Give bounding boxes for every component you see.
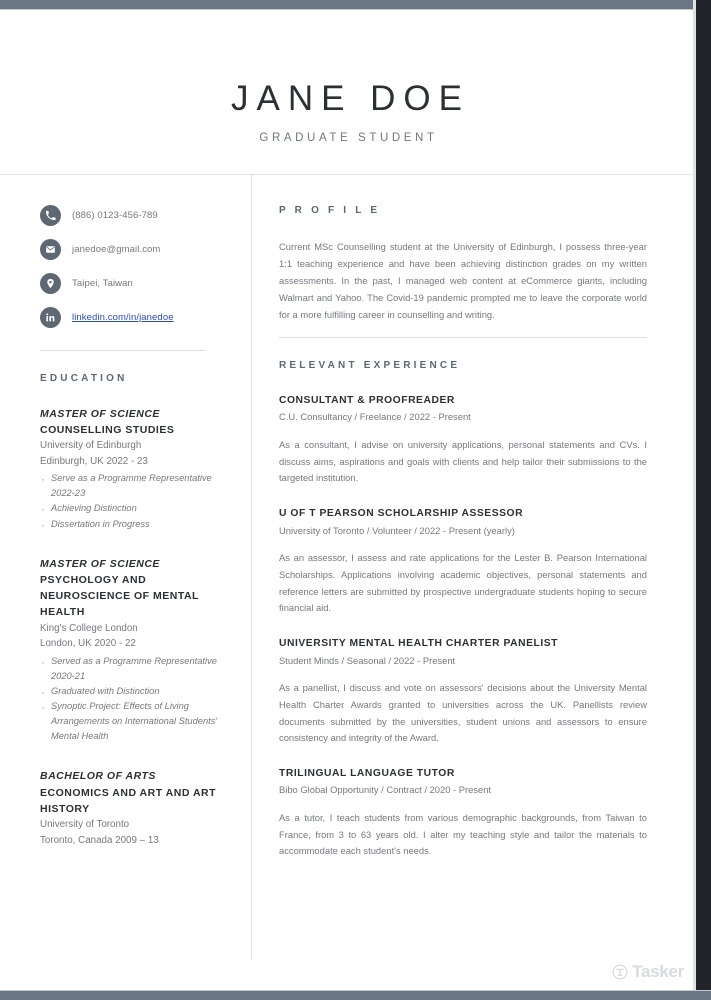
watermark-text: Tasker [632, 962, 684, 981]
resume-header [0, 10, 693, 175]
window-top-bar [0, 0, 711, 10]
tasker-logo-icon [611, 963, 629, 981]
sidebar-divider [40, 350, 205, 351]
list-item: · Graduated with Distinction [40, 684, 223, 699]
experience-description: As a consultant, I advise on university applications, personal statements and CVs. I discuss aims, aspirations and goals with clients and help tailor their submissions to the targeted institution. [279, 439, 647, 484]
list-item: · Serve as a Programme Representative 2022-23 [40, 471, 223, 501]
contact-item-linkedin[interactable] [40, 307, 223, 328]
education-list [40, 406, 223, 849]
linkedin-icon [40, 307, 61, 328]
contact-item-email[interactable] [40, 239, 223, 260]
contact-item-location[interactable] [40, 273, 223, 294]
education-bullets [40, 654, 223, 744]
profile-heading: P R O F I L E [279, 204, 381, 216]
education-place: London, UK 2020 - 22 [40, 638, 136, 650]
experience-list [279, 393, 647, 860]
experience-meta: Bibo Global Opportunity / Contract / 2020 - Present [279, 784, 492, 796]
envelope-icon [40, 239, 61, 260]
education-school: University of Toronto [40, 819, 130, 831]
list-item: · Synoptic Project: Effects of Living Arrangements on International Students' Mental Health [40, 699, 223, 744]
window-bottom-bar [0, 990, 711, 1000]
education-field: COUNSELLING STUDIES [40, 423, 175, 436]
list-item: · Served as a Programme Representative 2020-21 [40, 654, 223, 684]
experience-description: As an assessor, I assess and rate applications for the Lester B. Pearson International Scholarships. Applications involving academic objectives, personal statements and reference letters are submitted by prospective undergraduate students hoping to secure financial aid. [279, 552, 647, 614]
profile-text: Current MSc Counselling student at the University of Edinburgh, I possess three-year 1:1 teaching experience and have been achieving distinction grades on my written assessments. In the past, I managed web content at eCommerce giants, including Walmart and Yahoo. The Covid-19 pandemic prompted me to leave the corporate world for a more fulfilling career in counselling and writing. [279, 240, 647, 320]
resume-body [0, 175, 693, 960]
header-subtitle: GRADUATE STUDENT [259, 131, 438, 144]
contact-linkedin-link[interactable]: linkedin.com/in/janedoe [72, 311, 174, 323]
experience-title: UNIVERSITY MENTAL HEALTH CHARTER PANELIST [279, 638, 559, 650]
location-icon [40, 273, 61, 294]
experience-heading: RELEVANT EXPERIENCE [279, 360, 461, 372]
experience-title: TRILINGUAL LANGUAGE TUTOR [279, 767, 455, 779]
contact-list [40, 205, 223, 328]
experience-entry [279, 393, 647, 487]
education-degree: MASTER OF SCIENCE [40, 407, 160, 420]
experience-description: As a tutor, I teach students from various demographic backgrounds, from Taiwan to France, from 3 to 63 years old. I alter my teaching style and tailor the materials to accommodate each student's needs. [279, 811, 647, 857]
education-field: PSYCHOLOGY AND NEUROSCIENCE OF MENTAL HEALTH [40, 573, 199, 619]
education-place: Edinburgh, UK 2022 - 23 [40, 455, 148, 467]
main-column [252, 175, 693, 960]
phone-icon [40, 205, 61, 226]
contact-email-text: janedoe@gmail.com [72, 243, 161, 255]
education-school: King's College London [40, 622, 138, 634]
education-school: University of Edinburgh [40, 440, 142, 452]
experience-meta: University of Toronto / Volunteer / 2022 - Present (yearly) [279, 524, 515, 536]
watermark [611, 962, 684, 982]
education-degree: BACHELOR OF ARTS [40, 770, 156, 783]
education-place: Toronto, Canada 2009 – 13 [40, 834, 159, 846]
education-entry [40, 768, 223, 848]
education-entry [40, 556, 223, 745]
experience-title: U OF T PEARSON SCHOLARSHIP ASSESSOR [279, 508, 524, 520]
list-item: · Dissertation in Progress [40, 517, 223, 532]
education-field: ECONOMICS AND ART AND ART HISTORY [40, 786, 217, 815]
education-heading: EDUCATION [40, 372, 128, 384]
page-title: JANE DOE [230, 79, 471, 118]
experience-meta: Student Minds / Seasonal / 2022 - Present [279, 654, 456, 666]
contact-location-text: Taipei, Taiwan [72, 277, 133, 289]
experience-title: CONSULTANT & PROOFREADER [279, 395, 455, 407]
education-entry [40, 406, 223, 532]
page-edge-shadow [696, 0, 711, 1000]
main-divider [279, 337, 647, 338]
experience-entry [279, 506, 647, 617]
contact-item-phone[interactable] [40, 205, 223, 226]
list-item: · Achieving Distinction [40, 501, 223, 516]
education-bullets [40, 471, 223, 531]
sidebar-column [0, 175, 252, 960]
experience-meta: C.U. Consultancy / Freelance / 2022 - Present [279, 411, 471, 423]
experience-entry [279, 766, 647, 860]
experience-entry [279, 636, 647, 747]
document-sheet [0, 10, 693, 990]
contact-phone-text: (886) 0123-456-789 [72, 209, 158, 221]
education-degree: MASTER OF SCIENCE [40, 557, 160, 570]
experience-description: As a panellist, I discuss and vote on assessors' decisions about the University Mental Health Charter Awards granted to universities across the UK. Panellists review documents submitted by the universities, student unions and assessors to ensure consistency and integrity of the Award. [279, 682, 647, 744]
